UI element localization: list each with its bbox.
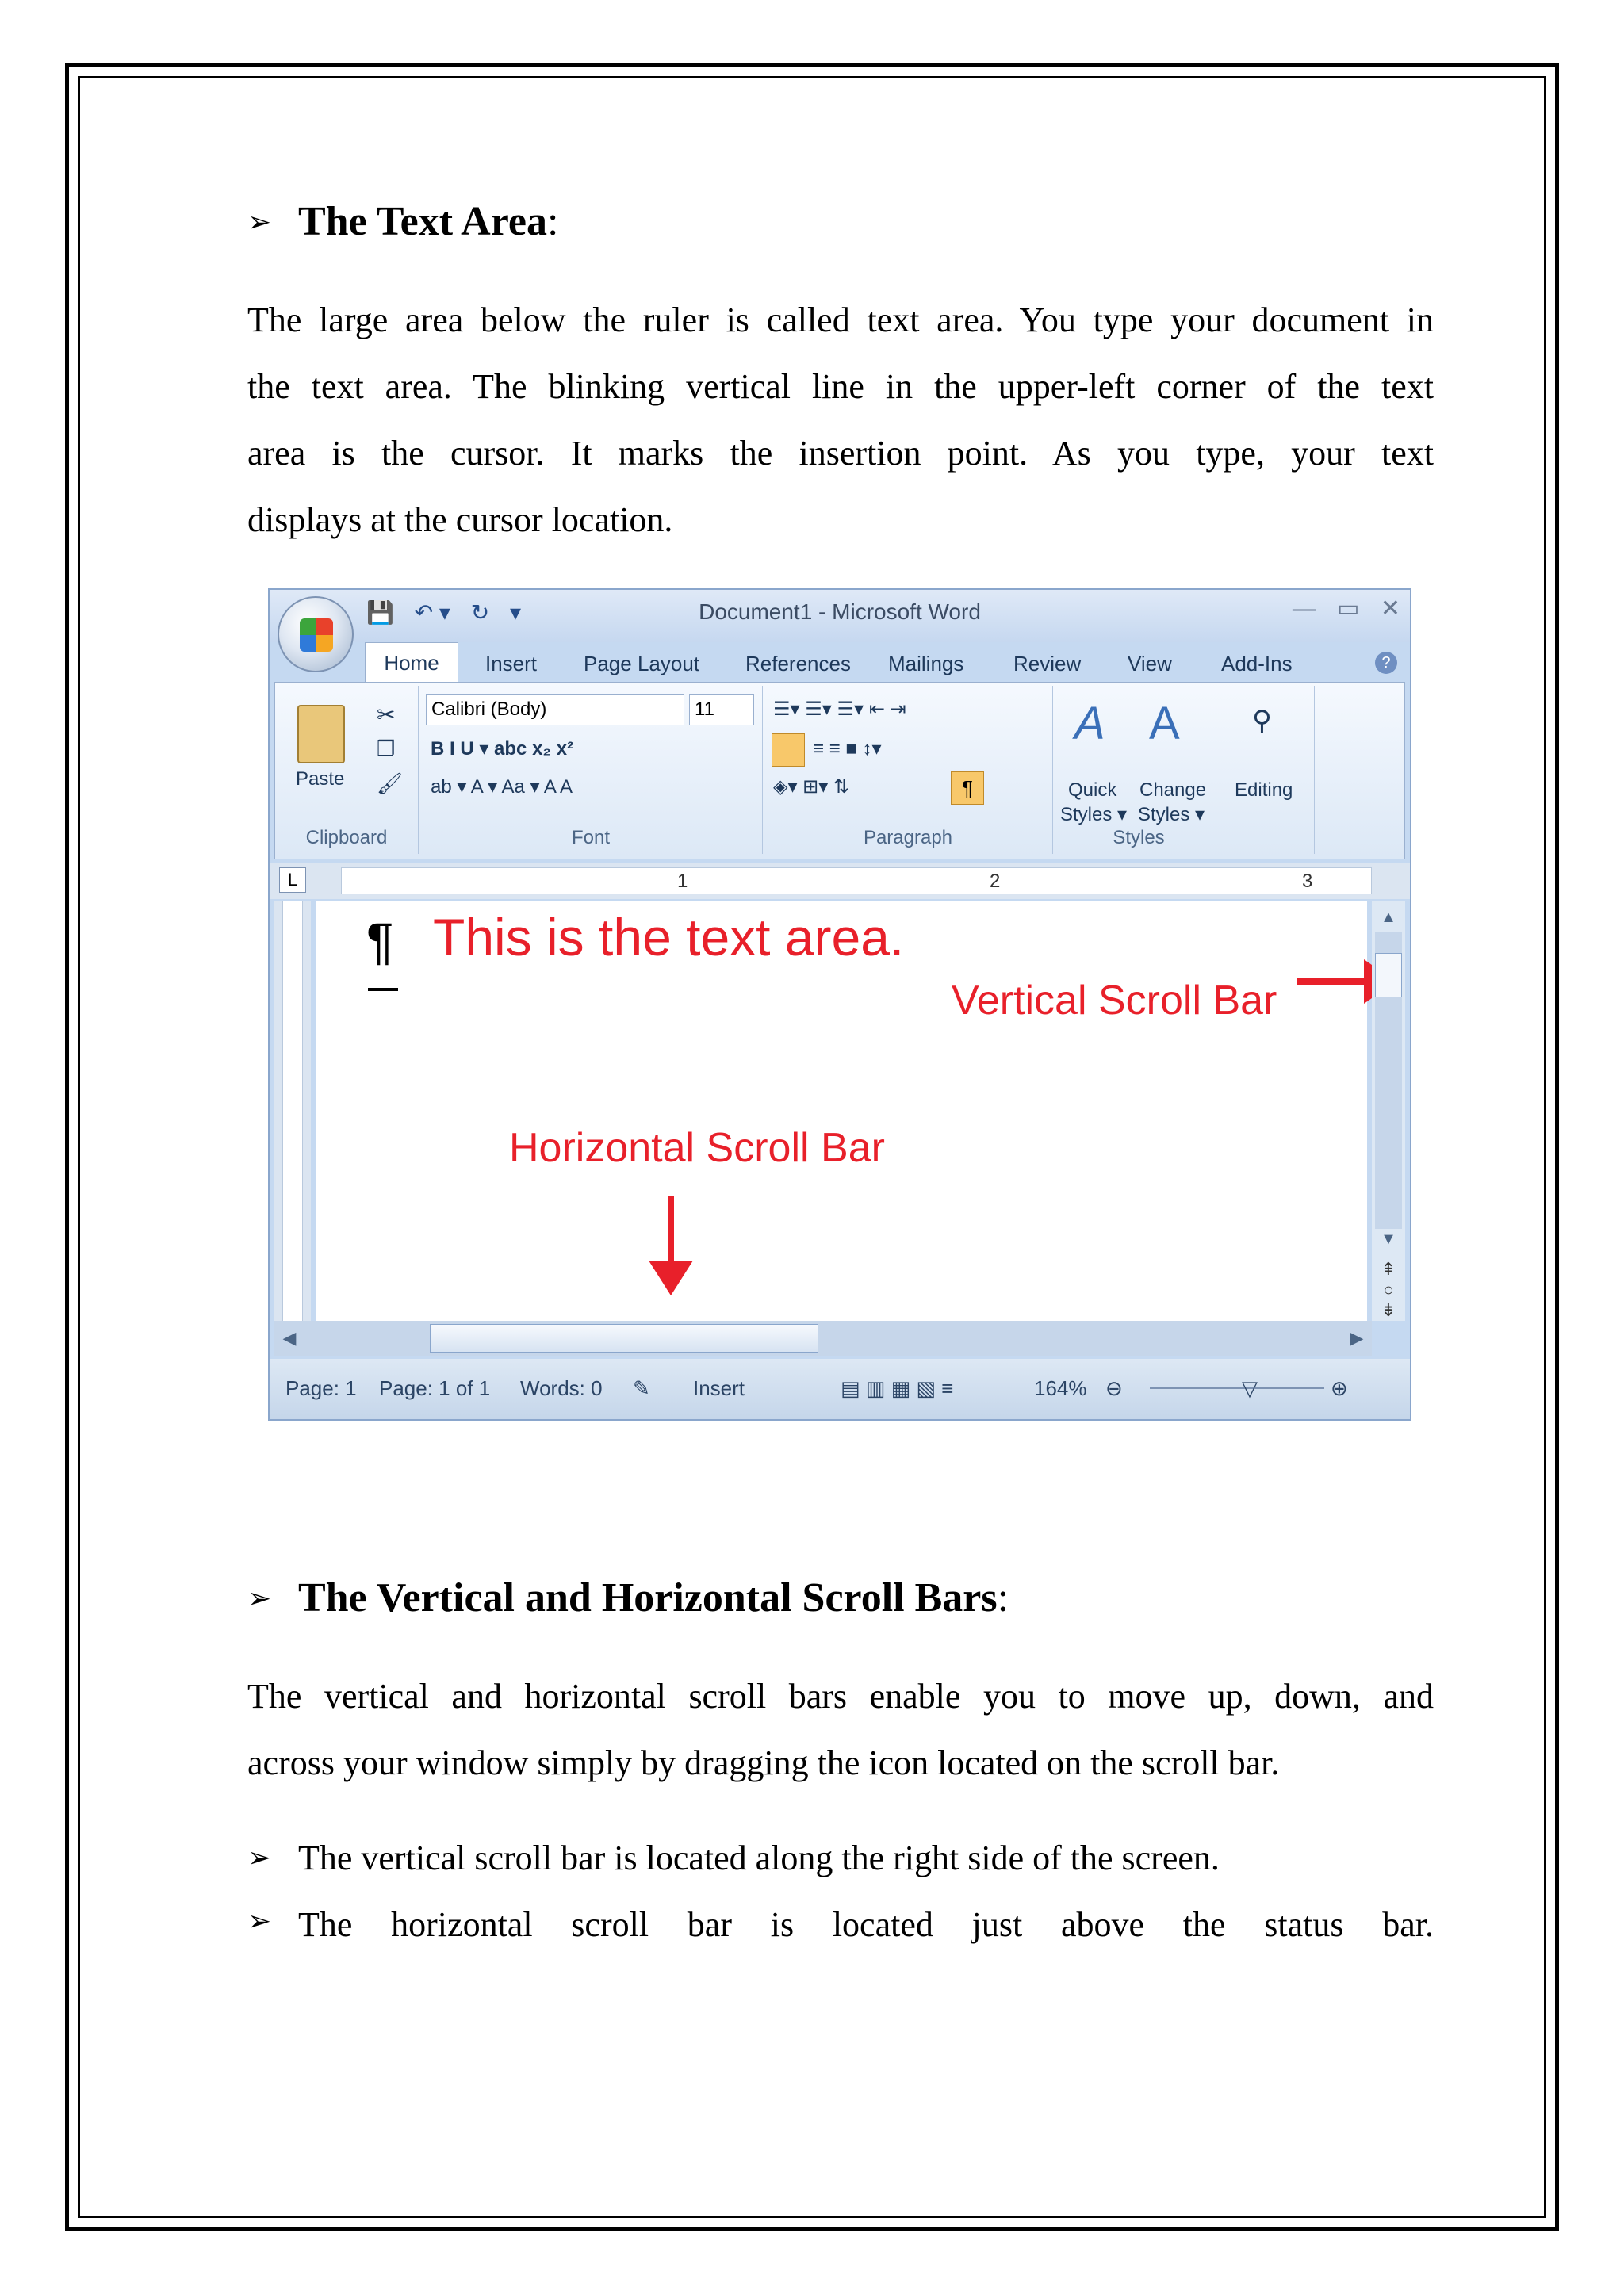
paragraph-line: across your window simply by dragging the icon located on the scroll bar. [247, 1743, 1280, 1782]
ruler-number: 2 [990, 871, 1001, 892]
group-editing [1225, 686, 1315, 854]
paragraph-line: The vertical and horizontal scroll bars enable you to move up, down, and [247, 1677, 1434, 1716]
font-format-buttons: B I U ▾ abc x₂ x² [431, 738, 574, 760]
zoom-slider-thumb: ▽ [1242, 1376, 1258, 1400]
change-styles-label-2: Styles ▾ [1138, 804, 1205, 825]
tab-home: Home [365, 642, 458, 682]
zoom-slider-track [1150, 1387, 1324, 1389]
tab-references: References [745, 652, 851, 675]
office-button [278, 596, 354, 672]
vertical-scroll-caption: Vertical Scroll Bar [952, 978, 1277, 1024]
horizontal-scroll-thumb [430, 1324, 818, 1353]
word-window-screenshot [268, 588, 1411, 1421]
change-styles-label: Change [1139, 779, 1207, 801]
paragraph-scroll-bars [247, 1663, 1434, 1797]
bullet-text: The horizontal scroll bar is located just above the status bar. [298, 1905, 1434, 1944]
heading-text: The Vertical and Horizontal Scroll Bars [298, 1575, 998, 1621]
group-label: Clipboard [305, 827, 388, 848]
horizontal-ruler [270, 863, 1410, 899]
cut-icon: ✂ [377, 702, 396, 727]
browse-object-icon: ○ [1383, 1280, 1394, 1299]
view-buttons: ▤ ▥ ▦ ▧ ≡ [841, 1376, 954, 1400]
undo-icon: ↶ ▾ [414, 600, 450, 625]
arrow-down-icon [668, 1196, 674, 1267]
status-zoom: 164% [1034, 1376, 1087, 1400]
group-paragraph [764, 686, 1053, 854]
vertical-scroll-bar [1372, 901, 1405, 1321]
format-painter-icon: 🖌 [377, 771, 404, 795]
tab-review: Review [1013, 652, 1082, 675]
binoculars-icon: ⚲ [1252, 706, 1272, 736]
align-left-icon [772, 733, 805, 767]
browse-prev-icon: ⇞ [1381, 1259, 1396, 1279]
list-buttons: ☰▾ ☰▾ ☰▾ ⇤ ⇥ [773, 698, 906, 720]
align-buttons: ≡ ≡ ■ ↕▾ [813, 738, 882, 760]
paragraph-line: area is the cursor. It marks the insertion point. As you type, your text [247, 434, 1434, 473]
font-size-field: 11 [689, 694, 754, 725]
tab-page-layout: Page Layout [584, 652, 700, 675]
bullet-arrow-icon: ➢ [247, 1582, 272, 1615]
minimize-icon: — [1292, 595, 1316, 622]
heading-text: The Text Area [298, 199, 547, 244]
paragraph-text-area [247, 287, 1434, 553]
window-title: Document1 - Microsoft Word [699, 599, 981, 624]
scroll-right-icon: ▶ [1350, 1328, 1364, 1348]
customize-icon: ▾ [509, 600, 522, 625]
ruler-strip [341, 867, 1372, 894]
status-mode: Insert [693, 1376, 745, 1400]
font-color-buttons: ab ▾ A ▾ Aa ▾ A A [431, 776, 573, 798]
save-icon: 💾 [366, 600, 394, 625]
bullet-text: The vertical scroll bar is located along the right side of the screen. [298, 1839, 1220, 1877]
arrow-right-icon [1297, 978, 1372, 985]
bullet-item [247, 1892, 1434, 1958]
status-page-of: Page: 1 of 1 [379, 1376, 491, 1400]
quick-styles-label-2: Styles ▾ [1060, 804, 1128, 825]
scroll-down-icon: ▼ [1381, 1230, 1396, 1248]
tab-add-ins: Add-Ins [1221, 652, 1293, 675]
vertical-scroll-thumb [1375, 953, 1402, 997]
paste-label: Paste [296, 768, 345, 790]
ribbon [274, 682, 1405, 859]
status-words: Words: 0 [520, 1376, 603, 1400]
group-clipboard [275, 686, 419, 854]
group-label: Font [571, 827, 611, 848]
tab-insert: Insert [485, 652, 538, 675]
bullet-arrow-icon: ➢ [247, 205, 272, 239]
vertical-ruler [274, 901, 311, 1321]
bullet-arrow-icon: ➢ [247, 1841, 272, 1874]
ruler-number: 1 [677, 871, 688, 892]
pilcrow-icon: ¶ [366, 913, 394, 970]
redo-icon: ↻ [470, 600, 490, 625]
status-bar [270, 1359, 1410, 1419]
close-icon: ✕ [1380, 595, 1400, 622]
document-text-area [316, 901, 1367, 1321]
shading-buttons: ◈▾ ⊞▾ ⇅ [773, 776, 850, 798]
proofing-icon: ✎ [633, 1376, 650, 1400]
tab-view: View [1128, 652, 1172, 675]
show-marks-icon: ¶ [951, 771, 984, 805]
group-font [419, 686, 763, 854]
zoom-out-icon: ⊖ [1105, 1376, 1123, 1400]
editing-label: Editing [1235, 779, 1293, 801]
bullet-arrow-icon: ➢ [247, 1905, 272, 1938]
horizontal-scroll-bar [274, 1321, 1372, 1356]
window-controls [1278, 595, 1400, 622]
paragraph-line: displays at the cursor location. [247, 500, 673, 539]
browse-next-icon: ⇟ [1381, 1300, 1396, 1320]
office-logo-icon [300, 618, 333, 652]
copy-icon: ❐ [377, 737, 396, 760]
heading-text-area: ➢ The Text Area: [247, 199, 559, 244]
help-icon: ? [1375, 652, 1397, 674]
text-area-caption: This is the text area. [433, 908, 905, 966]
tab-selector: L [279, 867, 306, 893]
change-styles-icon: A [1149, 698, 1180, 749]
group-label: Styles [1113, 827, 1165, 848]
cursor-marker [368, 988, 398, 991]
group-styles [1054, 686, 1224, 854]
font-name-field: Calibri (Body) [426, 694, 684, 725]
title-bar [270, 590, 1410, 642]
ruler-number: 3 [1302, 871, 1313, 892]
paragraph-line: The large area below the ruler is called text area. You type your document in [247, 300, 1434, 339]
heading-scroll-bars: ➢ The Vertical and Horizontal Scroll Bars: [247, 1575, 1009, 1621]
group-label: Paragraph [863, 827, 953, 848]
maximize-icon: ▭ [1337, 595, 1360, 622]
quick-styles-icon: A [1074, 698, 1105, 749]
scroll-left-icon: ◀ [282, 1328, 297, 1348]
status-page: Page: 1 [285, 1376, 357, 1400]
zoom-in-icon: ⊕ [1331, 1376, 1348, 1400]
paragraph-line: the text area. The blinking vertical line in the upper-left corner of the text [247, 367, 1434, 406]
paste-icon [297, 705, 345, 763]
horizontal-scroll-caption: Horizontal Scroll Bar [509, 1125, 885, 1171]
tab-mailings: Mailings [888, 652, 964, 675]
bullet-item [247, 1825, 1434, 1895]
scroll-up-icon: ▲ [1381, 909, 1396, 926]
quick-styles-label: Quick [1068, 779, 1117, 801]
